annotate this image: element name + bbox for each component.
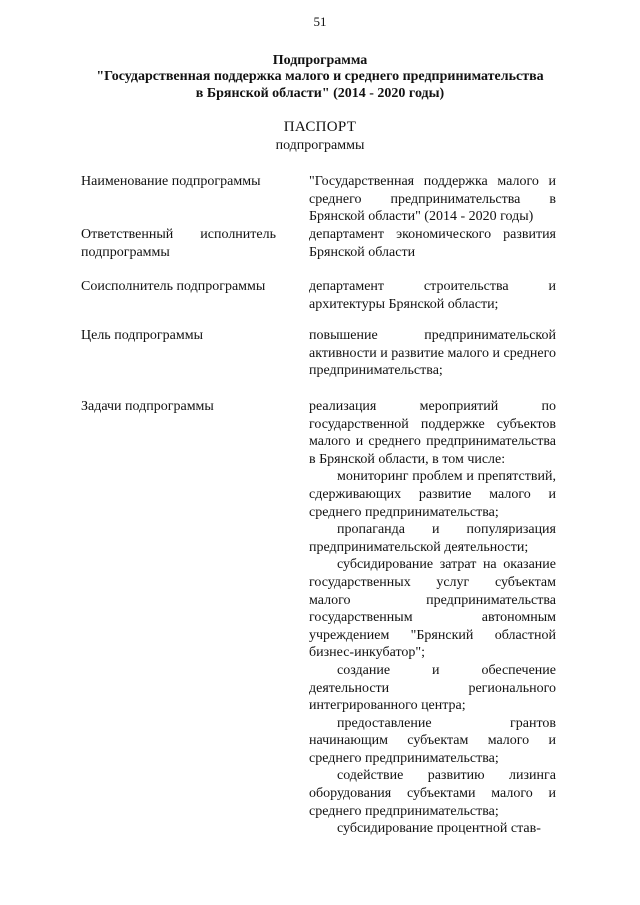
row-value-responsible: департамент экономического развития Брянской области <box>309 227 556 260</box>
subprogram-title-line-2: в Брянской области" (2014 - 2020 годы) <box>195 86 445 101</box>
row-label-tasks: Задачи подпрограммы <box>81 399 214 414</box>
tasks-intro: реализация мероприятий по государственной поддержке субъектов малого и среднего предпринимательства в Брянской области, в том числе: <box>309 399 556 467</box>
task-item: создание и обеспечение деятельности регионального интегрированного центра; <box>309 662 556 714</box>
row-label-name: Наименование подпрограммы <box>81 174 261 189</box>
row-label-coexecutor: Соисполнитель подпрограммы <box>81 279 266 294</box>
row-value-coexecutor: департамент строительства и архитектуры Брянской области; <box>309 279 556 312</box>
row-value-tasks <box>309 398 556 838</box>
row-label-goal: Цель подпрограммы <box>81 328 203 343</box>
page-number: 51 <box>313 14 327 29</box>
task-item: субсидирование процентной став- <box>337 821 541 837</box>
task-item: предоставление грантов начинающим субъектам малого и среднего предпринимательства; <box>309 715 556 766</box>
passport-title: ПАСПОРТ <box>283 119 357 135</box>
task-item: пропаганда и популяризация предпринимательской деятельности; <box>309 522 556 555</box>
row-label-responsible: Ответственный исполнитель подпрограммы <box>81 227 276 260</box>
row-value-goal: повышение предпринимательской активности и развитие малого и среднего предпринимательства; <box>309 328 556 379</box>
subprogram-heading: Подпрограмма <box>272 53 368 68</box>
passport-subtitle: подпрограммы <box>275 138 365 153</box>
row-value-name: "Государственная поддержка малого и среднего предпринимательства в Брянской области" (2014 - 2020 годы) <box>309 174 556 225</box>
task-item: субсидирование затрат на оказание государственных услуг субъектам малого предпринимательства государственным автономным учреждением "Брянский областной бизнес-инкубатор"; <box>309 557 556 661</box>
subprogram-title-line-1: "Государственная поддержка малого и среднего предпринимательства <box>96 69 544 84</box>
task-item: содействие развитию лизинга оборудования субъектами малого и среднего предпринимательства; <box>309 768 556 819</box>
task-item: мониторинг проблем и препятствий, сдерживающих развитие малого и среднего предпринимательства; <box>309 469 556 520</box>
